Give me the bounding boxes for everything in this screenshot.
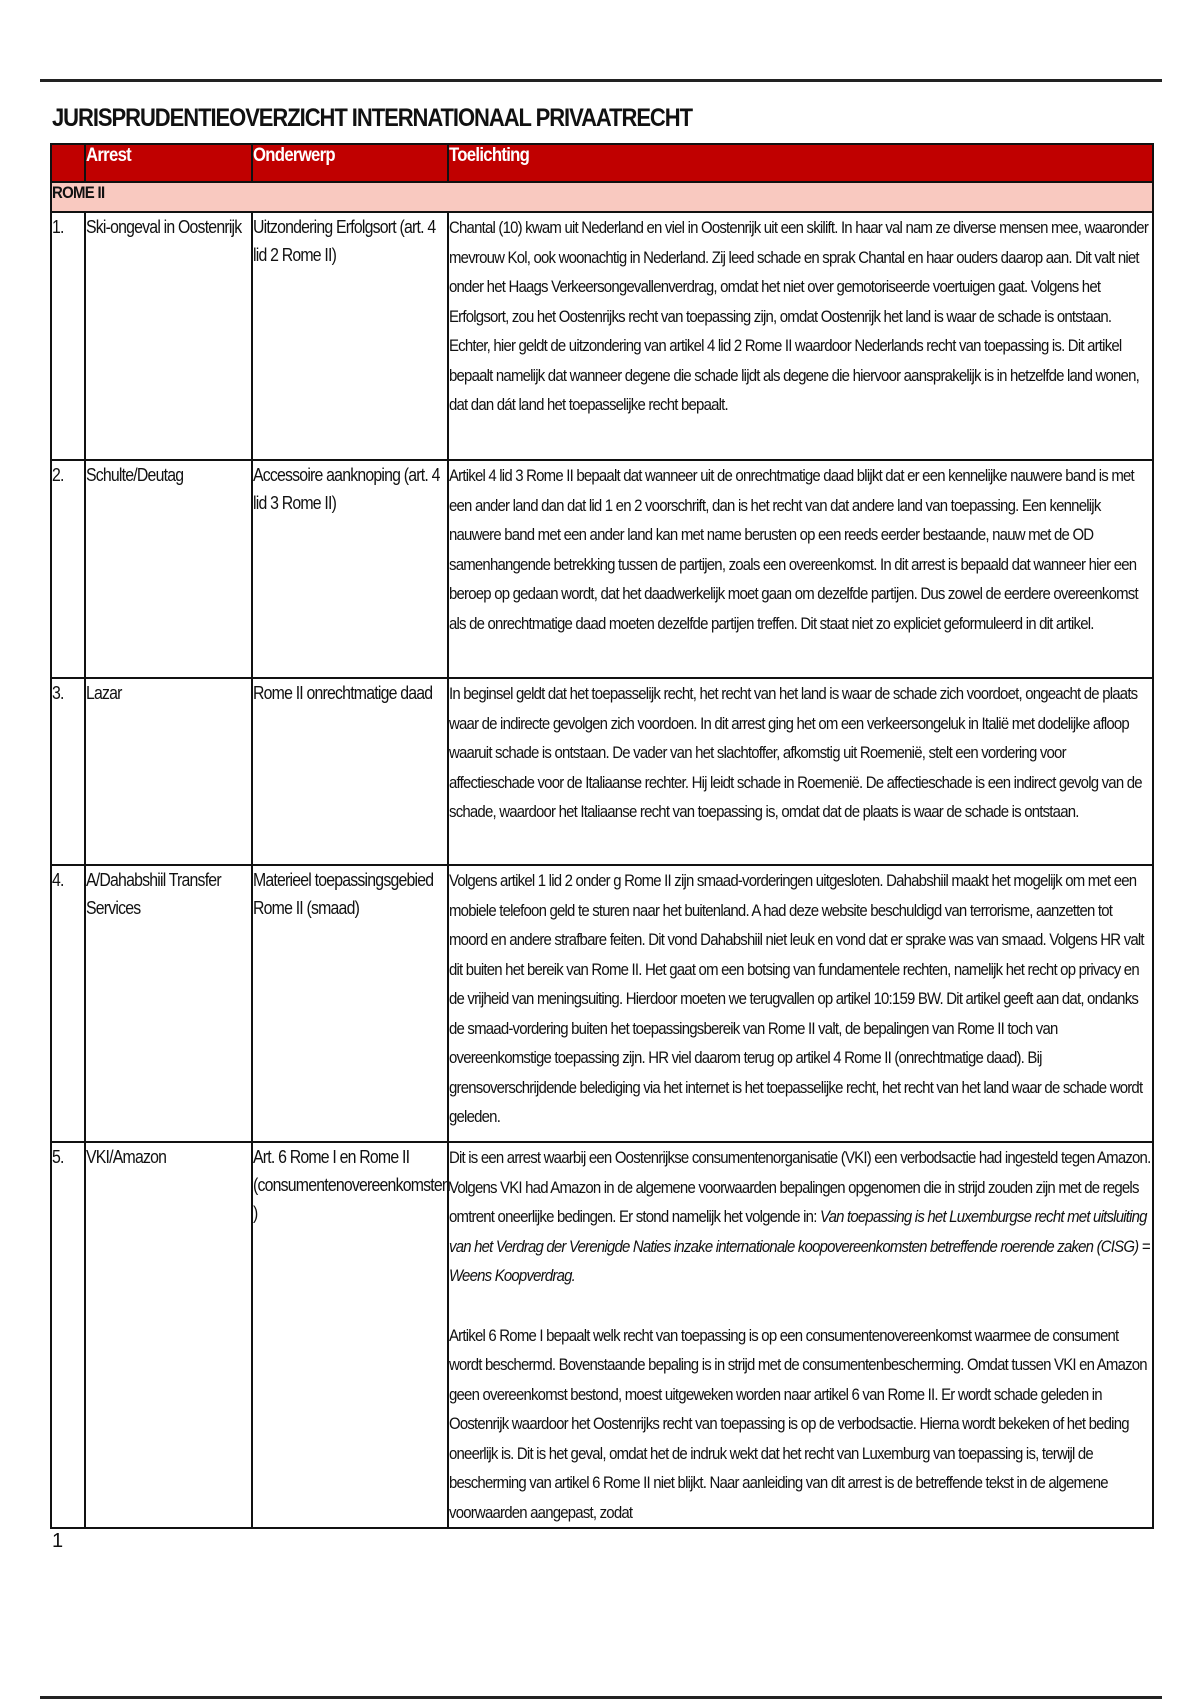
header-toelichting-label: Toelichting [449,145,530,166]
row-onderwerp [252,1142,448,1528]
row-onderwerp-text: Art. 6 Rome I en Rome II (consumentenovereenkomsten ) [253,1147,450,1223]
section-row-rome-ii [51,182,1153,212]
row-toelichting-text: Artikel 4 lid 3 Rome II bepaalt dat wanneer uit de onrechtmatige daad blijkt dat er een kennelijke nauwere band is met een ander land dan dat lid 1 en 2 voorschrift, dan is het recht van dat andere land van toepassing. Een kennelijk nauwere band met een ander land kan met name berusten op een reeds eerder bestaande, nauw met de OD samenhangende betrekking tussen de partijen, zoals een overeenkomst. In dit arrest is bepaald dat wanneer hier een beroep op gedaan wordt, dat het daadwerkelijk moet gaan om dezelfde partijen. Dus zowel de eerdere overeenkomst als de onrechtmatige daad moeten dezelfde partijen treffen. Dit staat niet zo expliciet geformuleerd in dit artikel. [449,466,1138,633]
document-title: JURISPRUDENTIEOVERZICHT INTERNATIONAAL PRIVAATRECHT [52,104,692,132]
row-number-text: 2. [52,465,64,485]
row-toelichting [448,460,1153,678]
row-number [51,678,85,865]
row-onderwerp [252,678,448,865]
row-number-text: 5. [52,1147,64,1167]
table-row [51,678,1153,865]
row-arrest [85,1142,252,1528]
header-onderwerp [252,144,448,182]
table-row [51,865,1153,1142]
bottom-rule [40,1696,1162,1699]
row-arrest [85,678,252,865]
row-onderwerp [252,212,448,460]
jurisprudence-table [50,143,1154,1529]
top-rule [40,79,1162,82]
row-onderwerp-text: Uitzondering Erfolgsort (art. 4 lid 2 Rome II) [253,217,436,265]
row-toelichting-text: Chantal (10) kwam uit Nederland en viel in Oostenrijk uit een skilift. In haar val nam ze diverse mensen mee, waaronder mevrouw Kol, ook woonachtig in Nederland. Zij leed schade en sprak Chantal en haar ouders daarop aan. Dit valt niet onder het Haags Verkeersongevallenverdrag, omdat het niet over gemotoriseerde voertuigen gaat. Volgens het Erfolgsort, zou het Oostenrijks recht van toepassing zijn, omdat Oostenrijk het land is waar de schade is ontstaan. Echter, hier geldt de uitzondering van artikel 4 lid 2 Rome II waardoor Nederlands recht van toepassing is. Dit artikel bepaalt namelijk dat wanneer degene die schade lijdt als degene die hiervoor aansprakelijk is in hetzelfde land wonen, dat dan dát land het toepasselijke recht bepaalt. [449,218,1149,414]
table-row [51,460,1153,678]
row-arrest-text: A/Dahabshiil Transfer Services [86,870,221,918]
header-number-cell [51,144,85,182]
row-onderwerp [252,460,448,678]
row-arrest-text: Lazar [86,683,122,703]
row-toelichting [448,1142,1153,1528]
row-number [51,865,85,1142]
row-toelichting-text [449,1143,1152,1291]
row-onderwerp-text: Materieel toepassingsgebied Rome II (smaad) [253,870,434,918]
row-toelichting-text: In beginsel geldt dat het toepasselijk recht, het recht van het land is waar de schade zich voordoet, ongeacht de plaats waar de indirecte gevolgen zich voordoen. In dit arrest ging het om een verkeersongeluk in Italië met dodelijke afloop waaruit schade is ontstaan. De vader van het slachtoffer, afkomstig uit Roemenië, stelt een vordering voor affectieschade voor de Italiaanse rechter. Hij leidt schade in Roemenië. De affectieschade is een indirect gevolg van de schade, waardoor het Italiaanse recht van toepassing is, omdat dat de plaats is waar de schade is ontstaan. [449,684,1142,821]
header-toelichting [448,144,1153,182]
row-toelichting [448,865,1153,1142]
row-number-text: 3. [52,683,64,703]
row-toelichting [448,678,1153,865]
header-arrest [85,144,252,182]
row-number [51,460,85,678]
row-arrest-text: Ski-ongeval in Oostenrijk [86,217,242,237]
page-number: 1 [52,1530,64,1552]
row-onderwerp-text: Rome II onrechtmatige daad [253,683,433,703]
toelichting-quote: Van toepassing is het Luxemburgse recht met uitsluiting van het Verdrag der Verenigde Naties inzake internationale koopovereenkomsten betreffende roerende zaken (CISG) = Weens Koopverdrag. [449,1207,1150,1285]
row-number-text: 1. [52,217,64,237]
table-row [51,1142,1153,1528]
row-onderwerp-text: Accessoire aanknoping (art. 4 lid 3 Rome II) [253,465,440,513]
row-number-text: 4. [52,870,64,890]
row-arrest-text: VKI/Amazon [86,1147,167,1167]
row-onderwerp [252,865,448,1142]
toelichting-intro: Dit is een arrest waarbij een Oostenrijkse consumentenorganisatie (VKI) een verbodsactie had ingesteld tegen Amazon. Volgens VKI had Amazon in de algemene voorwaarden bepalingen opgenomen die in strijd zouden zijn met de regels omtrent oneerlijke bedingen. Er stond namelijk het volgende in: [449,1148,1151,1226]
row-toelichting-text: Volgens artikel 1 lid 2 onder g Rome II zijn smaad-vorderingen uitgesloten. Dahabshiil maakt het mogelijk om met een mobiele telefoon geld te sturen naar het buitenland. A had deze website beschuldigd van terrorisme, aanzetten tot moord en andere strafbare feiten. Dit vond Dahabshiil niet leuk en vond dat er sprake was van smaad. Volgens HR valt dit buiten het bereik van Rome II. Het gaat om een botsing van fundamentele rechten, namelijk het recht op privacy en de vrijheid van meningsuiting. Hierdoor moeten we terugvallen op artikel 10:159 BW. Dit artikel geeft aan dat, ondanks de smaad-vordering buiten het toepassingsbereik van Rome II valt, de bepalingen van Rome II toch van overeenkomstige toepassing zijn. HR viel daarom terug op artikel 4 Rome II (onrechtmatige daad). Bij grensoverschrijdende belediging via het internet is het toepasselijke recht, het recht van het land waar de schade wordt geleden. [449,871,1144,1126]
toelichting-second-paragraph: Artikel 6 Rome I bepaalt welk recht van toepassing is op een consumentenovereenkomst waarmee de consument wordt beschermd. Bovenstaande bepaling is in strijd met de consumentenbescherming. Omdat tussen VKI en Amazon geen overeenkomst bestond, moest uitgeweken worden naar artikel 6 van Rome II. Er wordt schade geleden in Oostenrijk waardoor het Oostenrijks recht van toepassing is op de verbodsactie. Hierna wordt bekeken of het beding oneerlijk is. Dit is het geval, omdat het de indruk wekt dat het recht van Luxemburg van toepassing is, terwijl de bescherming van artikel 6 Rome II niet blijkt. Naar aanleiding van dit arrest is de betreffende tekst in de algemene voorwaarden aangepast, zodat [449,1325,1147,1522]
row-number [51,1142,85,1528]
section-label-text: ROME II [52,183,105,202]
row-arrest [85,460,252,678]
row-arrest-text: Schulte/Deutag [86,465,184,485]
row-arrest [85,865,252,1142]
paragraph-gap [449,1291,1152,1321]
row-arrest [85,212,252,460]
section-label [51,182,1153,212]
table-row [51,212,1153,460]
row-number [51,212,85,460]
table-header-row [51,144,1153,182]
header-onderwerp-label: Onderwerp [253,145,335,166]
row-toelichting [448,212,1153,460]
header-arrest-label: Arrest [86,145,132,166]
